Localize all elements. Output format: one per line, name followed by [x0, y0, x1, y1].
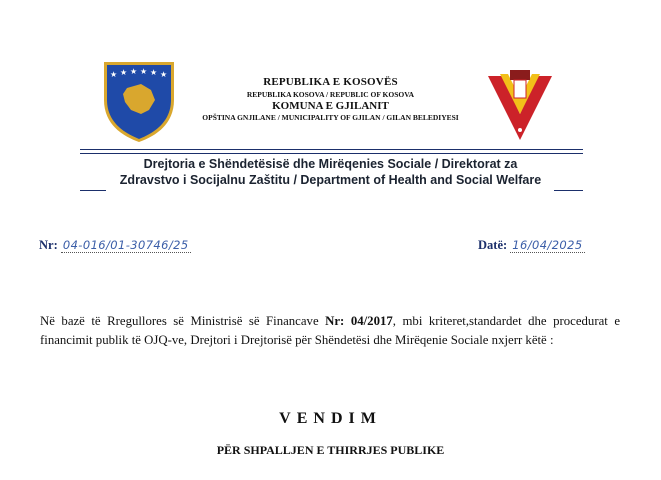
- republic-subtitle: REPUBLIKA KOSOVA / REPUBLIC OF KOSOVA: [246, 90, 415, 99]
- document-date-label: Datë:: [478, 238, 508, 252]
- decision-title: VENDIM: [279, 410, 382, 427]
- department-rule-left: [80, 190, 106, 191]
- department-line-1: Drejtoria e Shëndetësisë dhe Mirëqenies Sociale / Direktorat za: [143, 157, 518, 171]
- document-number: [39, 238, 191, 253]
- municipality-subtitle: OPŠTINA GNJILANE / MUNICIPALITY OF GJILAN / GILAN BELEDIYESI: [202, 113, 459, 122]
- department-line-2: Zdravstvo i Socijalnu Zaštitu / Department of Health and Social Welfare: [119, 173, 542, 187]
- document-number-value: 04-016/01-30746/25: [62, 238, 189, 252]
- paragraph-text-start: Në bazë të Rregullores së Ministrisë së Financave: [40, 314, 326, 328]
- header-rule-bottom: [80, 153, 583, 154]
- document-number-label: Nr:: [39, 238, 58, 252]
- paragraph-text-end: , mbi kriteret,standardet dhe procedurat e financimit publik të OJQ-ve, Drejtori i Drejtorisë për Shëndetësi dhe Mirëqenie Sociale nxjerr këtë :: [40, 314, 621, 347]
- decision-subtitle: PËR SHPALLJEN E THIRRJES PUBLIKE: [216, 443, 445, 457]
- regulation-number: Nr: 04/2017: [325, 314, 393, 328]
- department-rule-right: [554, 190, 583, 191]
- svg-text:★: ★: [120, 68, 128, 77]
- document-date-value: 16/04/2025: [512, 238, 583, 252]
- svg-text:★: ★: [150, 68, 158, 77]
- legal-basis-paragraph: [40, 312, 620, 350]
- svg-text:★: ★: [140, 67, 148, 76]
- republic-title: REPUBLIKA E KOSOVËS: [263, 76, 398, 88]
- document-date: [478, 238, 585, 253]
- gjilan-municipality-logo-icon: [486, 70, 554, 142]
- svg-text:★: ★: [130, 67, 138, 76]
- svg-text:★: ★: [110, 70, 118, 79]
- header-rule-top: [80, 149, 583, 150]
- municipality-title: KOMUNA E GJILANIT: [272, 100, 389, 112]
- svg-text:★: ★: [160, 70, 168, 79]
